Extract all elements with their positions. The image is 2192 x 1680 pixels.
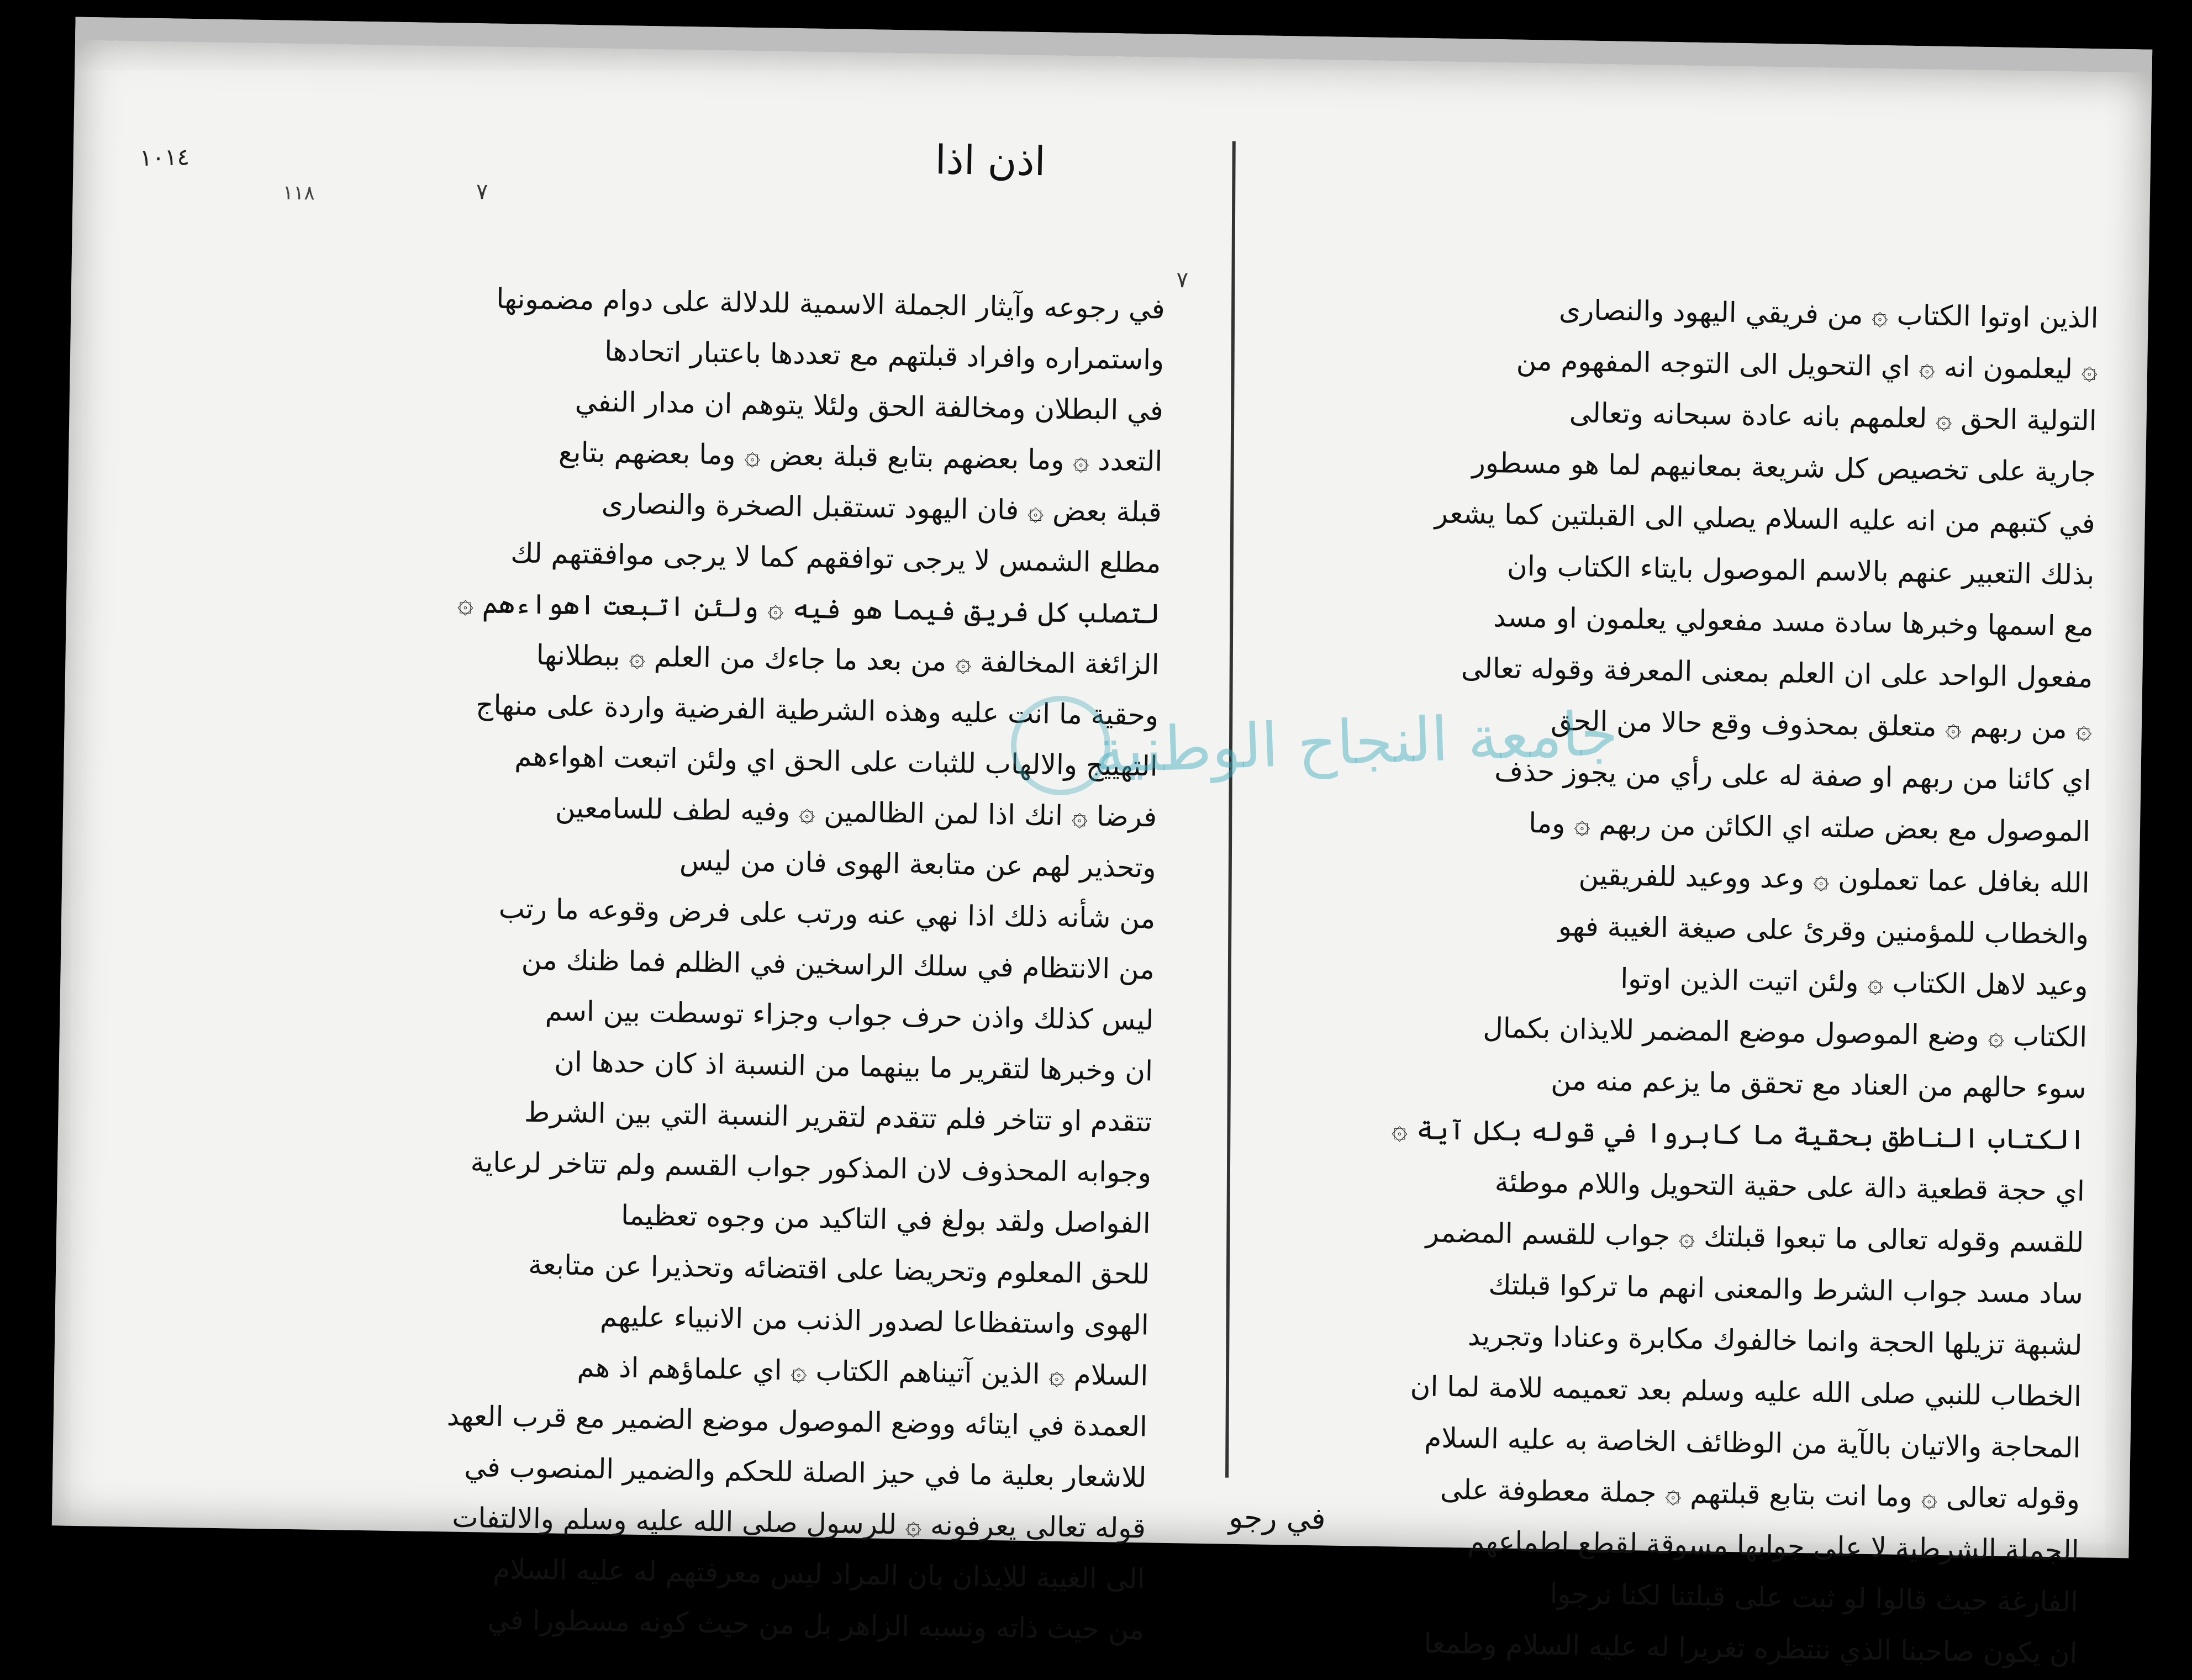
tick-mark: ٧: [476, 179, 488, 205]
page-fold: [1225, 141, 1236, 1478]
text-line: ۞ من ربهم ۞ متعلق بمحذوف وقع حالا من الحق: [1550, 704, 2093, 746]
page-header: اذن اذا: [935, 136, 1046, 185]
text-line: ان يكون صاحبنا الذي ننتظره تغريرا له عليه السلام وطمعا: [1424, 1627, 2078, 1670]
text-line: بذلك التعبير عنهم بالاسم الموصول بايتاء الكتاب وان: [1506, 550, 2095, 591]
text-line: العمدة في ايتائه ووضع الموصول موضع الضمير مع قرب العهد: [446, 1399, 1148, 1443]
text-line: التعدد ۞ وما بعضهم بتابع قبلة بعض ۞ وما بعضهم بتابع: [558, 436, 1163, 478]
text-line: الهوى واستفظاعا لصدور الذنب من الانبياء عليهم: [599, 1300, 1150, 1341]
text-line: ۞ ليعلمون انه ۞ اي التحويل الى التوجه المفهوم من: [1516, 344, 2098, 386]
text-line: المحاجة والاتيان بالآية من الوظائف الخاصة به عليه السلام: [1424, 1422, 2081, 1464]
text-line: في رجوعه وآيثار الجملة الاسمية للدلالة على دوام مضمونها: [496, 282, 1166, 325]
text-line: ساد مسد جواب الشرط والمعنى انهم ما تركوا قبلتك: [1488, 1269, 2084, 1311]
text-line: اي كائنا من ربهم او صفة له على رأي من يجوز حذف: [1494, 755, 2091, 797]
text-line: مطلع الشمس لا يرجى توافقهم كما لا يرجى موافقتهم لك: [510, 537, 1161, 579]
manuscript-page: [52, 17, 2152, 1670]
text-line: في كتبهم من انه عليه السلام يصلي الى القبلتين كما يشعر: [1434, 497, 2096, 540]
text-line: ليس كذلك واذن حرف جواب وجزاء توسطت بين اسم: [545, 995, 1154, 1037]
text-line: الى الغيبة للايذان بان المراد ليس معرفتهم له عليه السلام: [492, 1552, 1145, 1596]
text-line: لتصلب كل فريق فيما هو فيه ۞ ولئن اتبعت اهواءهم ۞: [457, 587, 1161, 630]
text-line: اي حجة قطعية دالة على حقية التحويل واللام موطئة: [1494, 1166, 2085, 1208]
right-text-column: [1237, 279, 2099, 1679]
text-line: تتقدم او تتاخر فلم تتقدم لتقرير النسبة التي بين الشرط: [524, 1096, 1152, 1138]
text-line: وتحذير لهم عن متابعة الهوى فان من ليس: [679, 844, 1157, 884]
text-line: الكتاب ۞ وضع الموصول موضع المضمر للايذان بكمال: [1483, 1011, 2088, 1054]
text-line: من الانتظام في سلك الراسخين في الظلم فما ظنك من: [521, 943, 1155, 986]
text-line: وعيد لاهل الكتاب ۞ ولئن اتيت الذين اوتوا: [1620, 962, 2089, 1002]
text-line: وحقية ما انت عليه وهذه الشرطية الفرضية واردة على منهاج: [475, 689, 1159, 732]
text-line: قبلة بعض ۞ فان اليهود تستقبل الصخرة والنصارى: [601, 487, 1162, 529]
text-line: الزائغة المخالفة ۞ من بعد ما جاءك من العلم ۞ ببطلانها: [536, 638, 1160, 681]
text-line: الموصول مع بعض صلته اي الكائن من ربهم ۞ وما: [1528, 807, 2091, 848]
text-line: فرضا ۞ انك اذا لمن الظالمين ۞ وفيه لطف للسامعين: [555, 791, 1157, 833]
text-line: الله بغافل عما تعملون ۞ وعد ووعيد للفريقين: [1578, 859, 2090, 900]
margin-folio-mark: ١٠١٤: [139, 143, 190, 172]
text-line: التهييج والالهاب للثبات على الحق اي ولئن اتبعت اهواءهم: [514, 740, 1158, 783]
text-line: الفواصل ولقد بولغ في التاكيد من وجوه تعظيما: [620, 1199, 1151, 1240]
catchword: في رجو: [1228, 1499, 1326, 1536]
left-text-column: [326, 271, 1166, 1655]
text-line: الكتاب الناطق بحقية ما كابروا في قوله بكل آية ۞: [1391, 1113, 2086, 1156]
text-line: مفعول الواحد على ان العلم بمعنى المعرفة وقوله تعالى: [1461, 652, 2093, 694]
text-line: مع اسمها وخبرها سادة مسد مفعولي يعلمون او مسد: [1493, 601, 2094, 643]
text-line: السلام ۞ الذين آتيناهم الكتاب ۞ اي علماؤهم اذ هم: [577, 1351, 1148, 1392]
tick-mark: ٧: [1176, 267, 1189, 293]
text-line: والخطاب للمؤمنين وقرئ على صيغة الغيبة فهو: [1558, 910, 2089, 951]
text-line: الخطاب للنبي صلى الله عليه وسلم بعد تعميمه للامة لما ان: [1410, 1370, 2082, 1413]
text-line: ان وخبرها لتقرير ما بينهما من النسبة اذ كان حدها ان: [554, 1045, 1153, 1087]
text-line: للقسم وقوله تعالى ما تبعوا قبلتك ۞ جواب للقسم المضمر: [1425, 1216, 2084, 1259]
text-line: وجوابه المحذوف لان المذكور جواب القسم ولم تتاخر لرعاية: [470, 1146, 1152, 1189]
text-line: جارية على تخصيص كل شريعة بمعانيهم لما هو مسطور: [1472, 446, 2096, 489]
text-line: الفارغة حيث قالوا لو ثبت على قبلتنا لكنا نرجوا: [1550, 1577, 2079, 1618]
text-line: الذين اوتوا الكتاب ۞ من فريقي اليهود والنصارى: [1558, 293, 2099, 335]
library-watermark: جامعة النجاح الوطنية: [1093, 698, 1619, 787]
text-line: للحق المعلوم وتحريضا على اقتضائه وتحذيرا عن متابعة: [528, 1248, 1150, 1291]
text-line: في البطلان ومخالفة الحق ولئلا يتوهم ان مدار النفي: [575, 385, 1164, 427]
text-line: التولية الحق ۞ لعلمهم بانه عادة سبحانه وتعالى: [1569, 397, 2098, 437]
text-line: للاشعار بعلية ما في حيز الصلة للحكم والضمير المنصوب في: [463, 1451, 1147, 1494]
text-line: الجملة الشرطية لا على جوابها مسوقة لقطع اطماعهم: [1467, 1525, 2079, 1567]
text-line: واستمراره وافراد قبلتهم مع تعددها باعتبار اتحادها: [604, 335, 1164, 376]
text-line: قوله تعالى يعرفونه ۞ للرسول صلى الله عليه وسلم والالتفات: [452, 1501, 1146, 1545]
text-line: سوء حالهم من العناد مع تحقق ما يزعم منه من: [1550, 1064, 2087, 1105]
text-line: وقوله تعالى ۞ وما انت بتابع قبلتهم ۞ جملة معطوفة على: [1440, 1473, 2080, 1515]
text-line: لشبهة تزيلها الحجة وانما خالفوك مكابرة وعنادا وتجريد: [1467, 1319, 2083, 1361]
text-line: من شأنه ذلك اذا نهي عنه ورتب على فرض وقوعه ما رتب: [498, 892, 1156, 935]
text-line: من حيث ذاته ونسبه الزاهر بل من حيث كونه مسطورا في: [487, 1603, 1145, 1646]
margin-annotation: ١١٨: [282, 181, 315, 205]
